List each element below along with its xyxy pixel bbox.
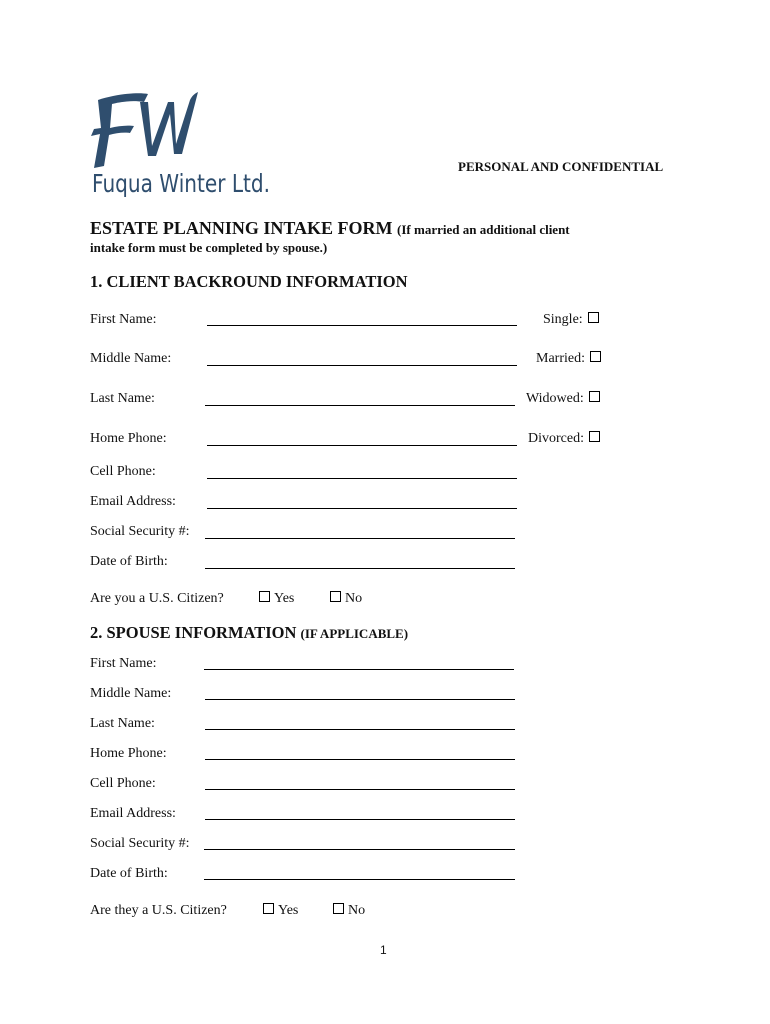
- divorced-status: Divorced:: [528, 431, 600, 447]
- widowed-checkbox[interactable]: [589, 391, 600, 402]
- client-cell-phone-label: Cell Phone:: [90, 464, 156, 479]
- client-home-phone-field[interactable]: [207, 445, 517, 446]
- client-ssn-field[interactable]: [205, 538, 515, 539]
- divorced-checkbox[interactable]: [589, 431, 600, 442]
- section-heading-client: 1. CLIENT BACKROUND INFORMATION: [90, 272, 408, 291]
- spouse-dob-field[interactable]: [204, 879, 515, 880]
- client-email-label: Email Address:: [90, 494, 176, 509]
- spouse-last-name-field[interactable]: [205, 729, 515, 730]
- client-first-name-label: First Name:: [90, 312, 157, 327]
- spouse-home-phone-label: Home Phone:: [90, 746, 167, 761]
- spouse-last-name-label: Last Name:: [90, 716, 155, 731]
- logo-text: Fuqua Winter Ltd.: [92, 169, 270, 198]
- client-citizen-yes-option[interactable]: Yes: [259, 591, 294, 607]
- spouse-home-phone-field[interactable]: [205, 759, 515, 760]
- spouse-citizen-question: Are they a U.S. Citizen?: [90, 903, 227, 918]
- single-checkbox[interactable]: [588, 312, 599, 323]
- spouse-first-name-label: First Name:: [90, 656, 157, 671]
- spouse-citizen-yes-option[interactable]: Yes: [263, 903, 298, 919]
- married-status: Married:: [536, 351, 601, 367]
- spouse-dob-label: Date of Birth:: [90, 866, 168, 881]
- widowed-status: Widowed:: [526, 391, 600, 407]
- client-citizen-question: Are you a U.S. Citizen?: [90, 591, 224, 606]
- client-last-name-field[interactable]: [205, 405, 515, 406]
- married-checkbox[interactable]: [590, 351, 601, 362]
- spouse-email-label: Email Address:: [90, 806, 176, 821]
- client-citizen-no-option[interactable]: No: [330, 591, 362, 607]
- client-dob-label: Date of Birth:: [90, 554, 168, 569]
- single-status: Single:: [543, 312, 599, 328]
- client-ssn-label: Social Security #:: [90, 524, 190, 539]
- spouse-ssn-field[interactable]: [204, 849, 515, 850]
- client-last-name-label: Last Name:: [90, 391, 155, 406]
- section-heading-spouse: 2. SPOUSE INFORMATION (IF APPLICABLE): [90, 623, 409, 642]
- page-number: 1: [380, 943, 387, 957]
- client-email-field[interactable]: [207, 508, 517, 509]
- spouse-middle-name-field[interactable]: [205, 699, 515, 700]
- client-first-name-field[interactable]: [207, 325, 517, 326]
- spouse-citizen-no-checkbox[interactable]: [333, 903, 344, 914]
- client-citizen-no-checkbox[interactable]: [330, 591, 341, 602]
- spouse-citizen-yes-checkbox[interactable]: [263, 903, 274, 914]
- client-citizen-yes-checkbox[interactable]: [259, 591, 270, 602]
- spouse-citizen-no-option[interactable]: No: [333, 903, 365, 919]
- client-middle-name-field[interactable]: [207, 365, 517, 366]
- client-middle-name-label: Middle Name:: [90, 351, 172, 366]
- spouse-first-name-field[interactable]: [204, 669, 514, 670]
- form-title-note-continued: intake form must be completed by spouse.): [90, 240, 328, 255]
- spouse-ssn-label: Social Security #:: [90, 836, 190, 851]
- client-dob-field[interactable]: [205, 568, 515, 569]
- company-logo: [86, 88, 286, 203]
- spouse-middle-name-label: Middle Name:: [90, 686, 172, 701]
- section-heading-spouse-note: (IF APPLICABLE): [300, 626, 409, 641]
- confidential-label: PERSONAL AND CONFIDENTIAL: [458, 159, 664, 174]
- spouse-email-field[interactable]: [205, 819, 515, 820]
- spouse-cell-phone-field[interactable]: [205, 789, 515, 790]
- client-home-phone-label: Home Phone:: [90, 431, 167, 446]
- form-title: ESTATE PLANNING INTAKE FORM (If married an additional client: [90, 218, 570, 238]
- client-cell-phone-field[interactable]: [207, 478, 517, 479]
- form-title-note: (If married an additional client: [397, 222, 570, 237]
- spouse-cell-phone-label: Cell Phone:: [90, 776, 156, 791]
